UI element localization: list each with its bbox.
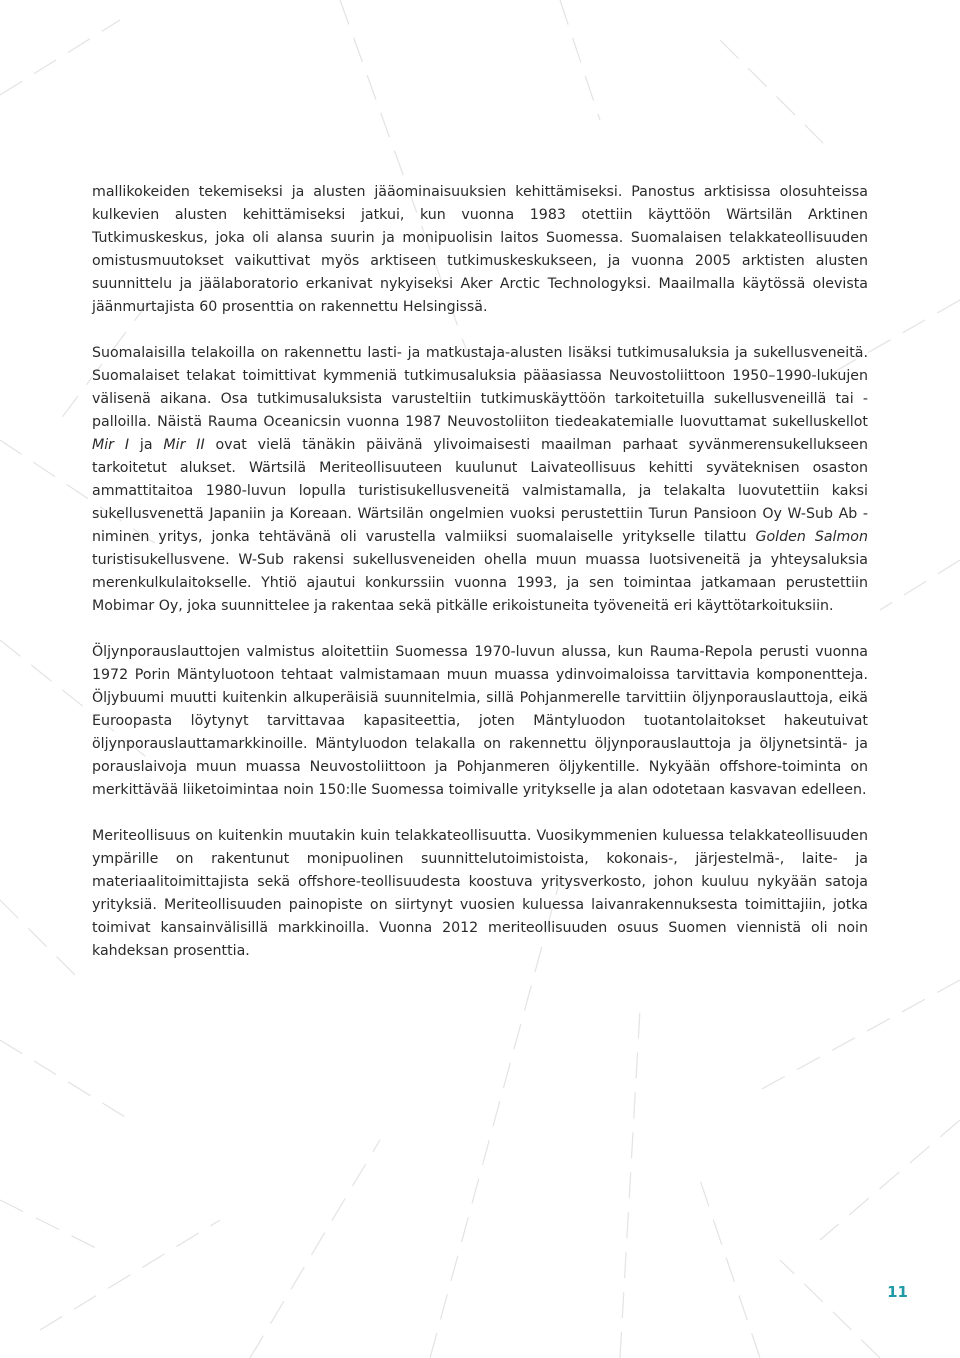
italic-text: Golden Salmon [755, 529, 868, 545]
decorative-line [780, 1260, 880, 1358]
paragraph [92, 342, 868, 618]
paragraph [92, 641, 868, 802]
italic-text: Mir II [163, 437, 205, 453]
italic-text: Mir I [92, 437, 130, 453]
decorative-line [250, 1140, 380, 1358]
decorative-line [0, 900, 80, 980]
decorative-line [560, 0, 600, 120]
decorative-line [0, 20, 120, 95]
decorative-line [720, 40, 830, 150]
article-body [92, 181, 868, 986]
decorative-line [0, 1040, 130, 1120]
page-number: 11 [887, 1283, 908, 1301]
decorative-line [0, 1200, 100, 1250]
text-run: Suomalaisilla telakoilla on rakennettu lasti- ja matkustaja-alusten lisäksi tutkimusaluksia ja sukellusveneitä. Suomalaiset telakat toimittivat kymmeniä tutkimusaluksia pääasiassa Neuvostoliittoon 1950–1990-lukujen välisenä aikana. Osa tutkimusaluksista varusteltiin tutkimuskäyttöön tarkoitetuilla sukellusveneillä tai -palloilla. Näistä Rauma Oceanicsin vuonna 1987 Neuvostoliiton tiedeakatemialle luovuttamat sukelluskellot [92, 345, 868, 430]
paragraph [92, 825, 868, 963]
text-run: mallikokeiden tekemiseksi ja alusten jääominaisuuksien kehittämiseksi. Panostus arktisissa olosuhteissa kulkevien alusten kehittämiseksi jatkui, kun vuonna 1983 otettiin käyttöön Wärtsilän Arktinen Tutkimuskeskus, joka oli alansa suurin ja monipuolisin laitos Suomessa. Suomalaisen telakkateollisuuden omistusmuutokset vaikuttivat myös arktiseen tutkimuskeskukseen, ja vuonna 2005 arktisten alusten suunnittelu ja jäälaboratorio erkanivat nykyiseksi Aker Arctic Technologyksi. Maailmalla käytössä olevista jäänmurtajista 60 prosenttia on rakennettu Helsingissä. [92, 184, 868, 315]
text-run: ovat vielä tänäkin päivänä ylivoimaisesti maailman parhaat syvänmerensukellukseen tarkoitetut alukset. Wärtsilä Meriteollisuuteen kuulunut Laivateollisuus kehitti syväteknisen osaston ammattitaitoa 1980-luvun lopulla turistisukellusveneitä valmistamalla, ja telakalta luovutettiin kaksi sukellusvenettä Japaniin ja Koreaan. Wärtsilän ongelmien vuoksi perustettiin Turun Pansioon Oy W-Sub Ab -niminen yritys, jonka tehtävänä oli varustella valmiiksi suomalaiselle yritykselle tilattu [92, 437, 868, 545]
decorative-line [40, 1220, 220, 1330]
text-run: ja [129, 437, 164, 453]
decorative-line [880, 560, 960, 610]
decorative-line [620, 1010, 640, 1358]
text-run: turistisukellusvene. W-Sub rakensi sukellusveneiden ohella muun muassa luotsiveneitä ja yhteysaluksia merenkulkulaitokselle. Yhtiö ajautui konkurssiin vuonna 1993, ja sen toimintaa jatkamaan perustettiin Mobimar Oy, joka suunnittelee ja rakentaa sekä pitkälle erikoistuneita työveneitä eri käyttötarkoituksiin. [92, 552, 868, 614]
decorative-line [700, 1180, 760, 1358]
text-run: Öljynporauslauttojen valmistus aloitettiin Suomessa 1970-luvun alussa, kun Rauma-Repola perusti vuonna 1972 Porin Mäntyluotoon tehtaat valmistamaan muun muassa ydinvoimaloissa tarvittavia komponentteja. Öljybuumi muutti kuitenkin alkuperäisiä suunnitelmia, sillä Pohjanmerelle tarvittiin öljynporauslauttoja, eikä Euroopasta löytynyt tarvittavaa kapasiteettia, joten Mäntyluodon tuotantolaitokset hakeutuivat öljynporauslauttamarkkinoille. Mäntyluodon telakalla on rakennettu öljynporauslauttoja ja öljynetsintä- ja porauslaivoja muun muassa Neuvostoliittoon ja Pohjanmeren öljykentille. Nykyään offshore-toiminta on merkittävää liiketoimintaa noin 150:lle Suomessa toimivalle yritykselle ja alan odotetaan kasvavan edelleen. [92, 644, 868, 798]
paragraph [92, 181, 868, 319]
decorative-line [760, 980, 960, 1090]
decorative-line [820, 1120, 960, 1240]
text-run: Meriteollisuus on kuitenkin muutakin kuin telakkateollisuutta. Vuosikymmenien kuluessa telakkateollisuuden ympärille on rakentunut monipuolinen suunnittelutoimistoista, kokonais-, järjestelmä-, laite- ja materiaalitoimittajista sekä offshore-teollisuudesta koostuva yritysverkosto, johon kuuluu nykyään satoja yrityksiä. Meriteollisuuden painopiste on siirtynyt vuosien kuluessa laivanrakennuksesta toimittajiin, jotka toimivat kansainvälisillä markkinoilla. Vuonna 2012 meriteollisuuden osuus Suomen viennistä oli noin kahdeksan prosenttia. [92, 828, 868, 959]
